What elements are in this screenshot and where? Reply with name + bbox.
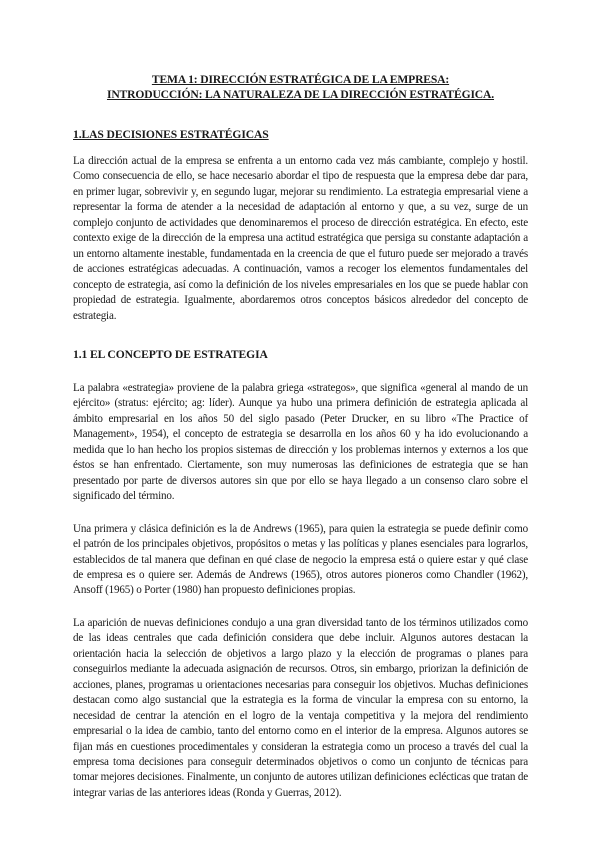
paragraph-concepto-1: La palabra «estrategia» proviene de la palabra griega «strategos», que significa «general al mando de un ejército» (stratus: ejército; ag: líder). Aunque ya hubo una primera definición de estrategia aplicada al ámbito empresarial en los años 50 del siglo pasado (Peter Drucker, en su libro «The Practice of Management», 1954), el concepto de estrategia se desarrolla en los años 60 y ha ido evolucionando a medida que lo han hecho los propios sistemas de dirección y los problemas internos y externos a los que éstos se han enfrentado. Ciertamente, son muy numerosas las definiciones de estrategia que se han presentado por parte de diversos autores sin que por ello se haya llegado a un consenso claro sobre el significado del término.: [73, 381, 528, 503]
section-heading-decisiones: 1.LAS DECISIONES ESTRATÉGICAS: [73, 128, 269, 141]
title-line-2: INTRODUCCIÓN: LA NATURALEZA DE LA DIRECCIÓN ESTRATÉGICA.: [106, 88, 495, 101]
paragraph-concepto-2: Una primera y clásica definición es la de Andrews (1965), para quien la estrategia se puede definir como el patrón de los principales objetivos, propósitos o metas y las políticas y planes esenciales para lograrlos, establecidos de tal manera que definan en qué clase de negocio la empresa está o quiere estar y qué clase de empresa es o quiere ser. Además de Andrews (1965), otros autores pioneros como Chandler (1962), Ansoff (1965) o Porter (1980) han propuesto definiciones propias.: [73, 522, 528, 597]
title-line-1: TEMA 1: DIRECCIÓN ESTRATÉGICA DE LA EMPRESA:: [151, 73, 450, 86]
paragraph-concepto-3: La aparición de nuevas definiciones condujo a una gran diversidad tanto de los términos utilizados como de las ideas centrales que cada definición considera que debe incluir. Algunos autores destacan la orientación hacia la selección de objetivos a largo plazo y la elección de programas o planes para conseguirlos mediante la adecuada asignación de recursos. Otros, sin embargo, priorizan la definición de acciones, planes, programas u orientaciones necesarias para conseguir los objetivos. Muchas definiciones destacan como algo sustancial que la estrategia es la forma de vincular la empresa con su entorno, la necesidad de centrar la atención en el logro de la ventaja competitiva y la mejora del rendimiento empresarial o la idea de cambio, tanto del entorno como en el interior de la empresa. Algunos autores se fijan más en cuestiones procedimentales y consideran la estrategia como un proceso a través del cual la empresa toma decisiones para conseguir determinados objetivos o como un conjunto de técnicas para tomar mejores decisiones. Finalmente, un conjunto de autores utilizan definiciones eclécticas que tratan de integrar varias de las anteriores ideas (Ronda y Guerras, 2012).: [73, 616, 528, 799]
section-heading-concepto: 1.1 EL CONCEPTO DE ESTRATEGIA: [73, 347, 268, 361]
document-title: [73, 72, 528, 102]
paragraph-decisiones: La dirección actual de la empresa se enfrenta a un entorno cada vez más cambiante, complejo y hostil. Como consecuencia de ello, se hace necesario abordar el tipo de respuesta que la empresa debe dar para, en primer lugar, sobrevivir y, en segundo lugar, mejorar su rendimiento. La estrategia empresarial viene a representar la forma de atender a la necesidad de adaptación al entorno y que, a su vez, surge de un complejo conjunto de actividades que denominaremos el proceso de dirección estratégica. En efecto, este contexto exige de la dirección de la empresa una actitud estratégica que persiga su constante adaptación a un entorno altamente inestable, fundamentada en la creencia de que el futuro puede ser mejorado a través de acciones estratégicas adecuadas. A continuación, vamos a recoger los elementos fundamentales del concepto de estrategia, así como la definición de los niveles empresariales en los que se puede hablar con propiedad de estrategia. Igualmente, abordaremos otros conceptos básicos alrededor del concepto de estrategia.: [73, 155, 528, 322]
